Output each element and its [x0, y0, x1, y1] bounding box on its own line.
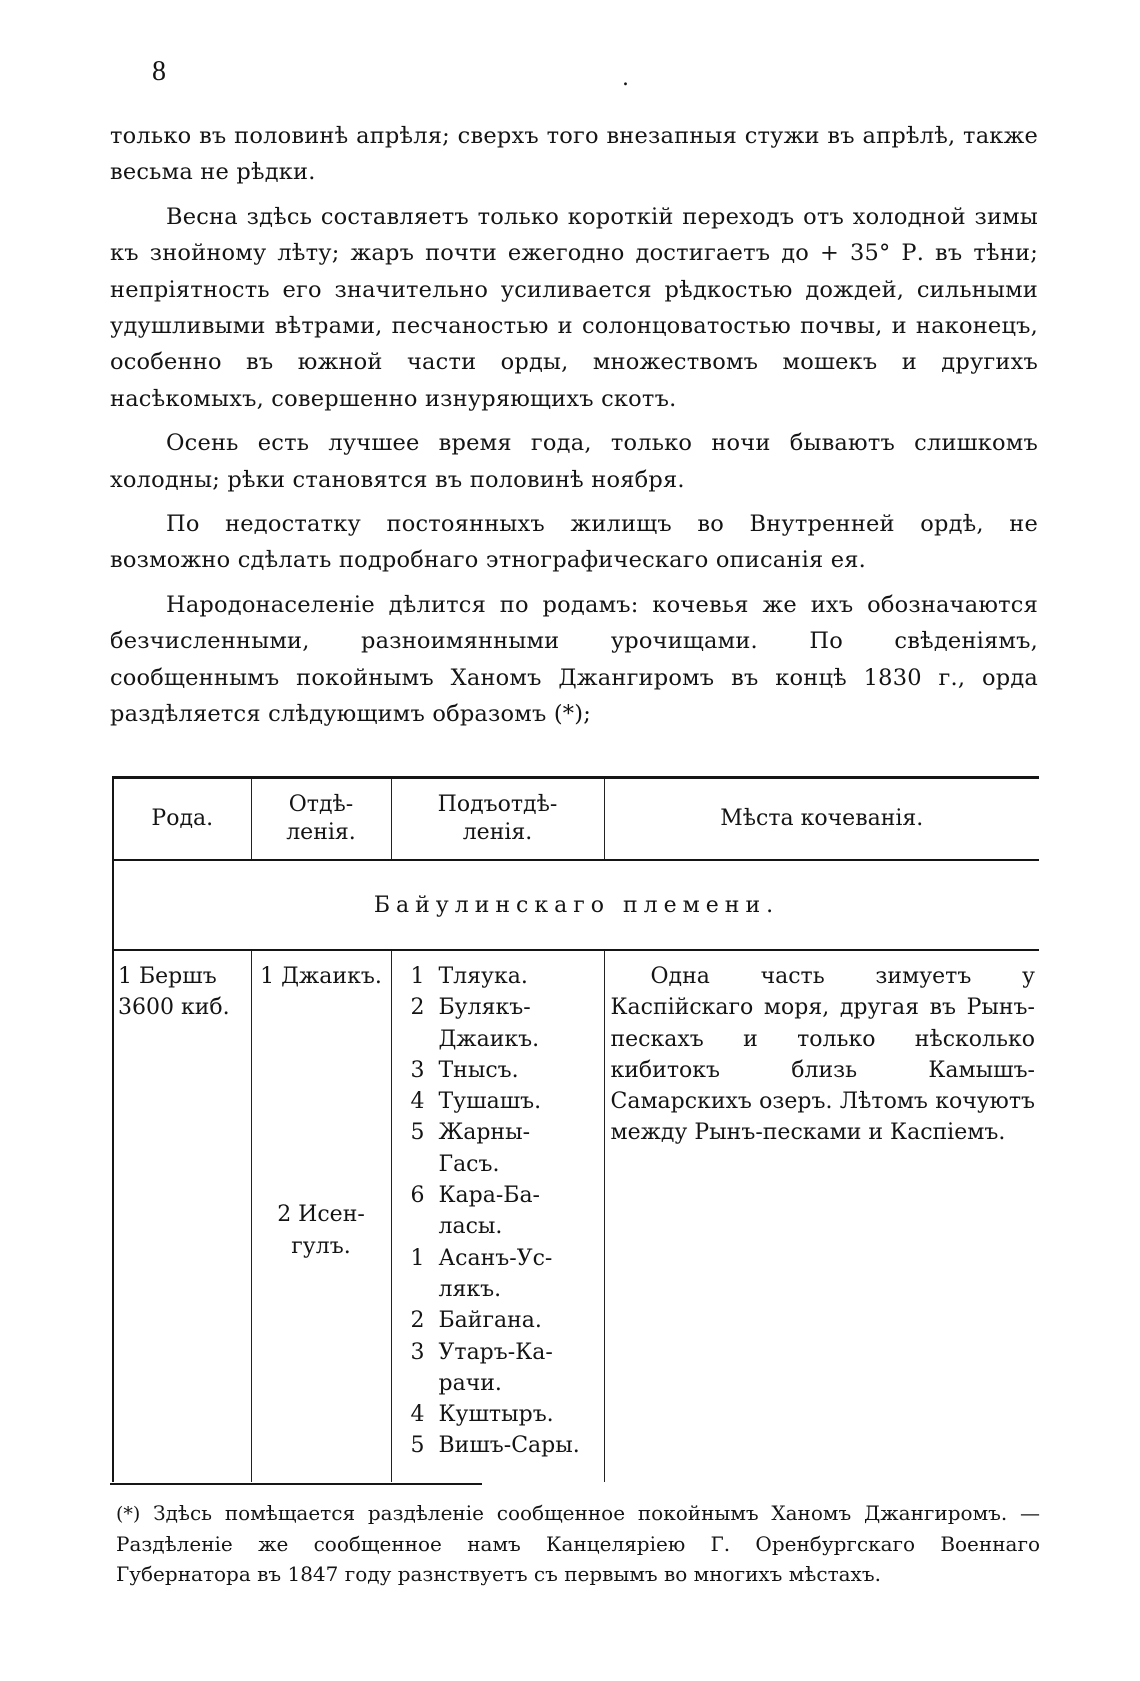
subdivision-number: 5 [410, 1433, 425, 1459]
tribe-title: Байулинскаго племени. [373, 892, 780, 918]
subdivision-name: Тушашъ. [438, 1089, 542, 1115]
stray-mark: . [622, 66, 629, 91]
paragraph-1: только въ половинѣ апрѣля; сверхъ того внезапныя стужи въ апрѣлѣ, также весьма не рѣдки. [110, 123, 1038, 186]
subdivision-name: Булякъ- Джаикъ. [438, 995, 540, 1052]
list-item [411, 1086, 603, 1117]
tribe-row [113, 860, 1039, 950]
places-text: Одна часть зимуетъ у Каспійскаго моря, другая въ Рынъ-пескахъ и только нѣсколько кибитокъ близь Камышъ-Самарскихъ озеръ. Лѣтомъ кочуютъ между Рынъ-песками и Каспіемъ. [610, 964, 1035, 1146]
header-podotdelenia-label: Подъотдѣ- ленія. [437, 792, 558, 845]
list-item [411, 1055, 603, 1086]
footnote [116, 1498, 1040, 1589]
subdivision-name: Байгана. [438, 1308, 542, 1334]
header-mesta-label: Мѣста кочеванія. [720, 806, 924, 831]
subdivision-number: 6 [410, 1183, 425, 1209]
list-item [411, 992, 603, 1055]
body-text [110, 118, 1038, 741]
list-item [411, 1305, 603, 1336]
subdivision-number: 3 [410, 1057, 425, 1083]
subdivision-name: Кара-Ба- ласы. [438, 1183, 540, 1240]
paragraph-3: Осень есть лучшее время года, только ночи бываютъ слишкомъ холодны; рѣки становятся въ половинѣ ноября. [110, 430, 1038, 493]
list-item [411, 1243, 603, 1306]
subdivision-name: Асанъ-Ус- лякъ. [438, 1245, 553, 1302]
rod-name: 1 Бершъ [118, 964, 217, 989]
header-otdelenia-label: Отдѣ- ленія. [286, 792, 356, 845]
paragraph-2: Весна здѣсь составляетъ только короткій переходъ отъ холодной зимы къ знойному лѣту; жаръ почти ежегодно достигаетъ до + 35° Р. въ тѣни; непріятность его значительно усиливается рѣдкостью дождей, сильными удушливыми вѣтрами, песчаностью и солонцоватостью почвы, и наконецъ, особенно въ южной части орды, множествомъ мошекъ и другихъ насѣкомыхъ, совершенно изнуряющихъ скотъ. [110, 203, 1038, 412]
paragraph-5: Народонаселеніе дѣлится по родамъ: кочевья же ихъ обозначаются безчисленными, разноимянными урочищами. По свѣденіямъ, сообщеннымъ покойнымъ Ханомъ Джангиромъ въ концѣ 1830 г., орда раздѣляется слѣдующимъ образомъ (*); [110, 591, 1038, 728]
subdivision-number: 4 [410, 1089, 425, 1115]
page-number: 8 [152, 56, 166, 87]
rod-cell [113, 950, 251, 1482]
division-1-name: 1 Джаикъ. [260, 964, 382, 989]
subdivision-number: 2 [410, 995, 425, 1021]
subdivision-name: Тляука. [438, 964, 528, 989]
rod-size: 3600 киб. [118, 995, 230, 1021]
header-otdelenia [251, 778, 391, 861]
header-rod [113, 778, 251, 861]
subdivision-name: Куштыръ. [438, 1402, 554, 1428]
subdivision-number: 2 [410, 1308, 425, 1334]
header-podotdelenia [391, 778, 604, 861]
list-item [411, 1430, 603, 1461]
footnote-text: Здѣсь помѣщается раздѣленіе сообщенное покойнымъ Ханомъ Джангиромъ. — Раздѣленіе же сообщенное намъ Канцеляріею Г. Оренбургскаго Военнаго Губернатора въ 1847 году разнствуетъ съ первымъ во многихъ мѣстахъ. [116, 1501, 1040, 1586]
list-item [411, 1117, 603, 1180]
header-rod-label: Рода. [151, 806, 214, 831]
list-item [411, 1180, 603, 1243]
subdivision-name: Утаръ-Ка- рачи. [438, 1339, 553, 1396]
division-2-name: 2 Исен- гулъ. [277, 1202, 365, 1259]
subdivision-number: 5 [410, 1120, 425, 1146]
footnote-mark: (*) [116, 1503, 141, 1525]
subdivision-list [393, 961, 603, 1462]
subdivisions-cell [391, 950, 604, 1482]
divisions-cell [251, 950, 391, 1482]
places-cell [604, 950, 1039, 1482]
list-item [411, 1337, 603, 1400]
header-mesta [604, 778, 1039, 861]
list-item [411, 1399, 603, 1430]
subdivision-name: Жарны- Гасъ. [438, 1120, 531, 1177]
subdivision-number: 1 [410, 1245, 425, 1271]
subdivision-number: 3 [410, 1339, 425, 1365]
footnote-divider [110, 1483, 482, 1485]
subdivision-name: Вишъ-Сары. [438, 1433, 580, 1459]
subdivision-name: Тнысъ. [438, 1057, 519, 1083]
list-item [411, 961, 603, 992]
paragraph-4: По недостатку постоянныхъ жилищъ во Внутренней ордѣ, не возможно сдѣлать подробнаго этнографическаго описанія ея. [110, 511, 1038, 574]
subdivision-number: 4 [410, 1402, 425, 1428]
clans-table [112, 776, 1038, 1482]
subdivision-number: 1 [410, 964, 425, 989]
